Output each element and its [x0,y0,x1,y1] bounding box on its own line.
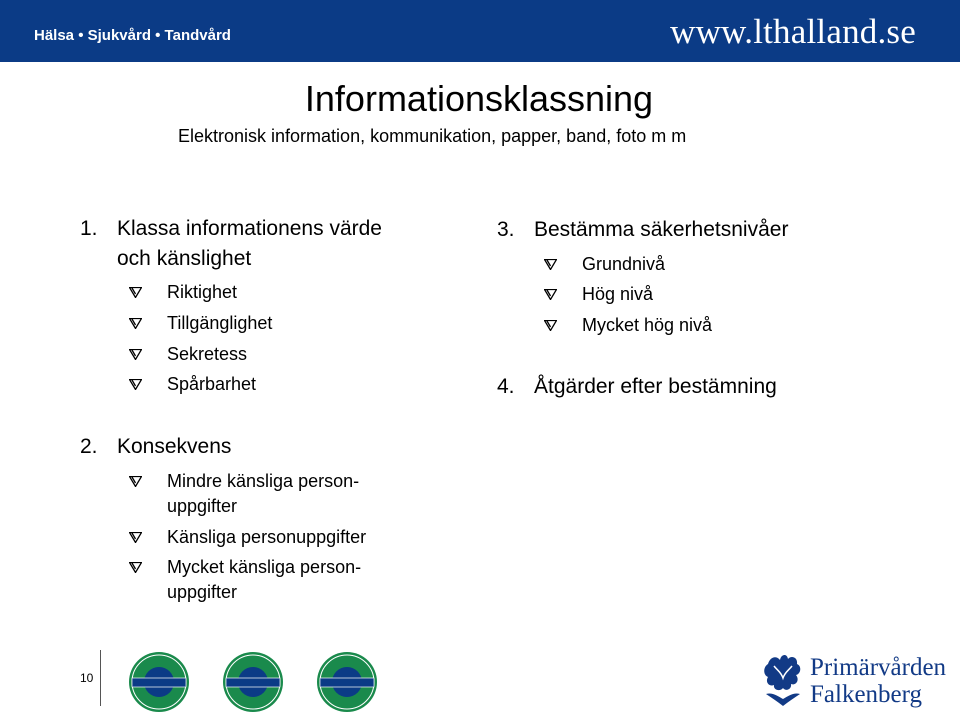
checkmark-icon [129,309,145,337]
footer-divider [100,650,101,706]
brand-line-2: Falkenberg [810,681,923,708]
primarvarden-logo [760,650,950,712]
section-heading-text: Konsekvens [117,435,232,458]
list-item: Spårbarhet [167,370,256,398]
list-item: Mindre känsliga person- [167,467,359,495]
list-item: Riktighet [167,278,237,306]
checkmark-icon [129,467,145,495]
brand-line-1: Primärvården [810,654,947,681]
section-heading-text: Åtgärder efter bestämning [534,375,777,398]
header-tagline: Hälsa • Sjukvård • Tandvård [34,27,231,44]
list-item: Hög nivå [582,280,653,308]
checkmark-icon [129,523,145,551]
section-1-heading-cont: och känslighet [117,247,252,270]
section-4-heading [497,372,777,402]
section-number: 1. [80,217,98,240]
section-3-heading [497,215,788,245]
slide-subtitle: Elektronisk information, kommunikation, papper, band, foto m m [178,126,687,146]
slide-title: Informationsklassning [304,78,654,119]
iso9001-badge [122,650,196,714]
list-item-cont: uppgifter [167,496,238,516]
section-heading-text: Bestämma säkerhetsnivåer [534,218,789,241]
page-number: 10 [80,671,94,685]
checkmark-icon [129,370,145,398]
header-banner [0,0,960,62]
header-website[interactable]: www.lthalland.se [670,12,916,51]
list-item: Grundnivå [582,250,665,278]
checkmark-icon [544,250,560,278]
checkmark-icon [544,311,560,339]
list-item: Mycket känsliga person- [167,553,361,581]
list-item: Tillgänglighet [167,309,272,337]
checkmark-icon [129,340,145,368]
checkmark-icon [129,278,145,306]
section-heading-text: Klassa informationens värde [117,217,382,240]
checkmark-icon [544,280,560,308]
lis-badge [310,650,384,714]
list-item-cont: uppgifter [167,582,238,602]
section-number: 3. [497,218,515,241]
checkmark-icon [129,553,145,581]
section-2-heading [80,432,231,462]
list-item: Känsliga personuppgifter [167,523,366,551]
section-number: 4. [497,375,515,398]
section-number: 2. [80,435,98,458]
iso14001-badge [216,650,290,714]
crest-icon [760,652,806,712]
list-item: Sekretess [167,340,247,368]
section-1-heading [80,214,382,244]
list-item: Mycket hög nivå [582,311,712,339]
